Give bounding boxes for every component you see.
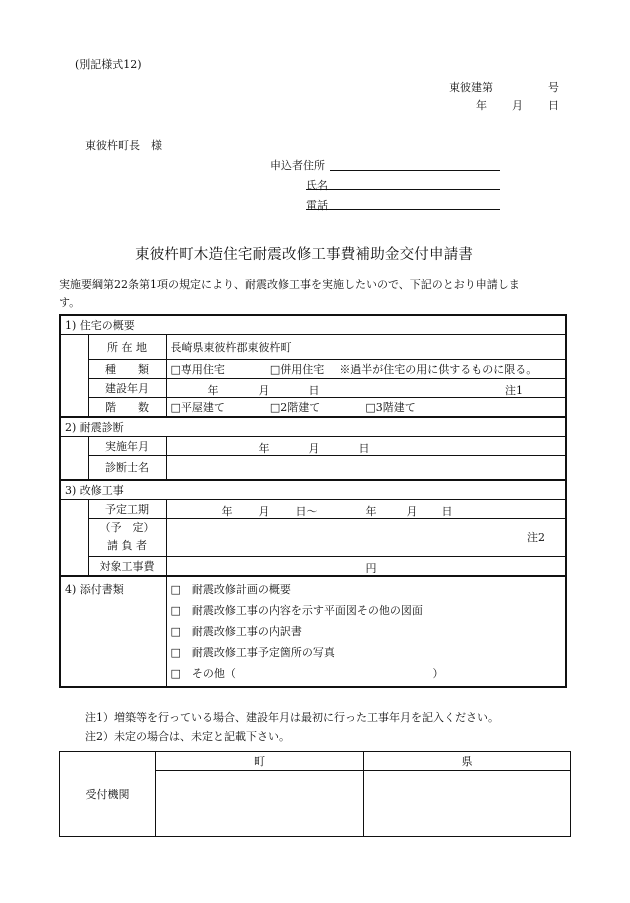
date-month: 月: [512, 99, 523, 112]
period-day-start: 日～: [295, 504, 318, 518]
built-date-field[interactable]: [166, 379, 566, 398]
diagnoser-label: 診断士名: [88, 456, 166, 480]
applicant-address-label: 申込者住所: [270, 159, 325, 172]
floors-row: [60, 398, 566, 418]
intro-text-line1: 実施要綱第22条第1項の規定により、耐震改修工事を実施したいので、下記のとおり申請しま: [59, 278, 520, 291]
checkbox-three-story[interactable]: □3階建て: [365, 401, 416, 414]
reception-town-cell[interactable]: [156, 771, 364, 837]
diagnosis-date-field[interactable]: [166, 437, 566, 456]
section-1-header: [60, 315, 566, 335]
type-note: ※過半が住宅の用に供するものに限る。: [339, 363, 538, 376]
checkbox-two-story[interactable]: □2階建て: [269, 401, 321, 414]
type-row: [60, 360, 566, 379]
date-year: 年: [476, 99, 487, 112]
location-row: [60, 335, 566, 360]
note-1: 注1）増築等を行っている場合、建設年月は最初に行った工事年月を記入ください。: [85, 711, 499, 724]
built-date-label: 建設年月: [88, 379, 166, 398]
period-year-end: 年: [365, 504, 377, 518]
contractor-field[interactable]: [166, 518, 566, 556]
form-code: (別記様式12): [75, 58, 142, 71]
built-date-row: [60, 379, 566, 398]
diagnosis-day-unit: 日: [358, 442, 370, 455]
intro-text-line2: す。: [59, 296, 81, 309]
cost-unit: 円: [365, 561, 377, 575]
document-title: 東彼杵町木造住宅耐震改修工事費補助金交付申請書: [135, 247, 474, 263]
attachment-item[interactable]: □ 耐震改修工事の内訳書: [170, 624, 302, 638]
cost-field[interactable]: [166, 556, 566, 576]
checkbox-exclusive-house[interactable]: □専用住宅: [170, 363, 225, 376]
attachment-item[interactable]: □ 耐震改修工事予定箇所の写真: [170, 645, 335, 659]
period-day-end: 日: [441, 504, 453, 518]
location-value[interactable]: 長崎県東彼杵郡東彼杵町: [166, 335, 566, 360]
section-3-heading: 3) 改修工事: [60, 480, 566, 500]
period-month-end: 月: [406, 504, 418, 518]
contractor-note: 注2: [527, 531, 545, 544]
attachment-item[interactable]: □ 耐震改修計画の概要: [170, 582, 291, 596]
attachment-item-other[interactable]: □ その他（: [170, 666, 236, 680]
cost-label: 対象工事費: [88, 556, 166, 576]
period-field[interactable]: [166, 499, 566, 518]
attachments-list: [166, 576, 566, 687]
reception-table: [59, 751, 571, 837]
diagnosis-date-label: 実施年月: [88, 437, 166, 456]
floors-label: 階 数: [88, 398, 166, 418]
attachment-other-close: ）: [432, 666, 444, 680]
applicant-name-label: 氏名: [306, 179, 328, 192]
period-label: 予定工期: [88, 499, 166, 518]
application-table: [59, 314, 567, 688]
checkbox-one-story[interactable]: □平屋建て: [170, 401, 225, 414]
section-4-heading: 4) 添付書類: [60, 576, 166, 687]
section-2-header: [60, 417, 566, 437]
note-2: 注2）未定の場合は、未定と記載下さい。: [85, 730, 290, 743]
period-month-start: 月: [258, 504, 270, 518]
reception-town-header: 町: [156, 752, 364, 771]
applicant-phone-line: [306, 209, 500, 210]
diagnosis-date-row: [60, 437, 566, 456]
location-label: 所 在 地: [88, 335, 166, 360]
built-note: 注1: [505, 384, 523, 397]
section-1-heading: 1) 住宅の概要: [60, 315, 566, 335]
attachment-item[interactable]: □ 耐震改修工事の内容を示す平面図その他の図面: [170, 603, 423, 617]
built-day-unit: 日: [308, 384, 320, 397]
diagnosis-month-unit: 月: [308, 442, 320, 455]
diagnosis-year-unit: 年: [258, 442, 270, 455]
built-year-unit: 年: [207, 384, 219, 397]
applicant-phone-label: 電話: [306, 199, 328, 212]
diagnoser-field[interactable]: [166, 456, 566, 480]
section-3-header: [60, 480, 566, 500]
checkbox-mixed-use-house[interactable]: □併用住宅: [269, 363, 325, 376]
applicant-address-line: [330, 170, 500, 171]
applicant-name-line: [306, 189, 500, 190]
contractor-row: [60, 518, 566, 556]
attachments-row: [60, 576, 566, 687]
reception-prefecture-cell[interactable]: [364, 771, 571, 837]
section-2-heading: 2) 耐震診断: [60, 417, 566, 437]
diagnoser-row: [60, 456, 566, 480]
contractor-label: 請 負 者: [107, 539, 147, 552]
built-month-unit: 月: [258, 384, 270, 397]
contractor-label-planned: （予 定）: [99, 521, 155, 534]
addressee: 東彼杵町長 様: [85, 139, 162, 152]
cost-row: [60, 556, 566, 576]
period-row: [60, 499, 566, 518]
type-label: 種 類: [88, 360, 166, 379]
date-day: 日: [548, 99, 559, 112]
reception-prefecture-header: 県: [364, 752, 571, 771]
reception-label: 受付機関: [60, 752, 156, 837]
document-number-suffix: 号: [548, 81, 559, 94]
period-year-start: 年: [221, 504, 233, 518]
document-number-prefix: 東彼建第: [449, 81, 493, 94]
